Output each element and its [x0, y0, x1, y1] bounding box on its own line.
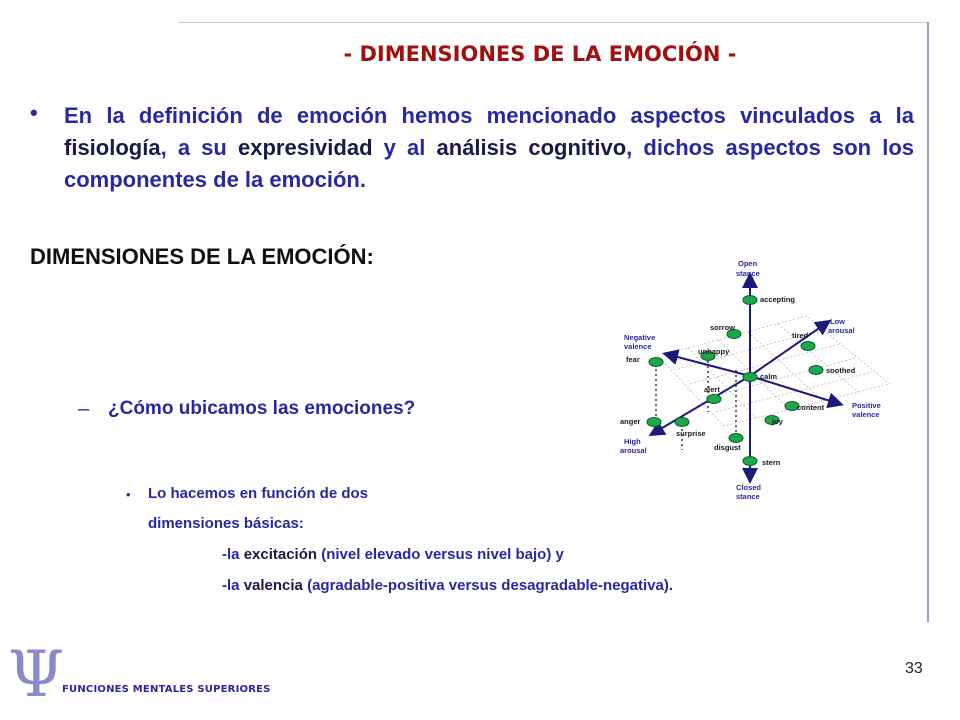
axis-closed-stance-1: Closed [736, 483, 762, 492]
axis-open-stance-2: stance [736, 269, 760, 278]
label-content: content [797, 403, 825, 412]
body-line-valencia [222, 577, 673, 594]
label-fear: fear [626, 355, 640, 364]
node-alert [707, 395, 721, 404]
node-calm [743, 373, 757, 382]
paragraph-text: , dichos aspectos son los componentes de la emoción. [64, 135, 914, 192]
label-accepting: accepting [760, 295, 796, 304]
psi-logo-icon: Ψ [8, 638, 65, 712]
frame-top-line [178, 22, 928, 23]
keyword-analisis-cognitivo: análisis cognitivo [436, 135, 627, 160]
node-anger [647, 418, 661, 427]
axis-low-arousal-2: arousal [828, 326, 855, 335]
intro-paragraph [64, 100, 914, 196]
label-stern: stern [762, 458, 781, 467]
label-surprise: surprise [676, 429, 706, 438]
axis-positive-valence-1: Positive [852, 401, 881, 410]
axis-positive-valence-2: valence [852, 410, 880, 419]
node-disgust [729, 434, 743, 443]
paragraph-text: y al [372, 135, 437, 160]
sub-bullet-marker: • [126, 487, 131, 502]
paragraph-text: , a su [160, 135, 238, 160]
line-prefix: -la [222, 546, 244, 563]
node-soothed [809, 366, 823, 375]
body-line-2: dimensiones básicas: [148, 515, 304, 532]
axis-open-stance-1: Open [738, 259, 758, 268]
axis-high-arousal-1: High [624, 437, 641, 446]
label-tired: tired [792, 331, 809, 340]
line-text: (nivel elevado versus nivel bajo) y [317, 546, 564, 563]
label-soothed: soothed [826, 366, 856, 375]
label-joy: joy [772, 417, 783, 426]
node-fear [649, 358, 663, 367]
node-surprise [675, 418, 689, 427]
axis-negative-valence-2: valence [624, 342, 652, 351]
body-line-1: Lo hacemos en función de dos [148, 485, 369, 502]
line-text: (agradable-positiva versus desagradable-negativa). [302, 577, 674, 594]
footer-label: FUNCIONES MENTALES SUPERIORES [62, 684, 271, 695]
axis-high-arousal-2: arousal [620, 446, 647, 455]
keyword-fisiologia: fisiología [64, 135, 161, 160]
emotion-space-diagram [600, 244, 930, 506]
axis-negative-valence-1: Negative [624, 333, 656, 342]
node-accepting [743, 296, 757, 305]
keyword-excitacion: excitación [243, 546, 318, 563]
keyword-expresividad: expresividad [238, 135, 373, 160]
page-number: 33 [905, 660, 923, 677]
bullet-marker: • [30, 100, 38, 125]
label-sorrow: sorrow [710, 323, 736, 332]
axis-closed-stance-2: stance [736, 492, 760, 501]
label-unhappy: unhappy [698, 347, 730, 356]
section-heading: DIMENSIONES DE LA EMOCIÓN: [30, 244, 374, 269]
keyword-valencia: valencia [243, 577, 303, 594]
label-disgust: disgust [714, 443, 741, 452]
node-stern [743, 457, 757, 466]
node-tired [801, 342, 815, 351]
label-anger: anger [620, 417, 641, 426]
label-alert: alert [704, 385, 720, 394]
line-prefix: -la [222, 577, 244, 594]
question-text: ¿Cómo ubicamos las emociones? [108, 398, 416, 419]
slide-title: - DIMENSIONES DE LA EMOCIÓN - [343, 42, 737, 66]
dash-marker: – [78, 398, 90, 420]
axis-low-arousal-1: Low [830, 317, 845, 326]
label-calm: calm [760, 372, 778, 381]
paragraph-text: En la definición de emoción hemos mencionado aspectos vinculados a la [64, 103, 914, 128]
body-line-excitacion [222, 546, 564, 563]
